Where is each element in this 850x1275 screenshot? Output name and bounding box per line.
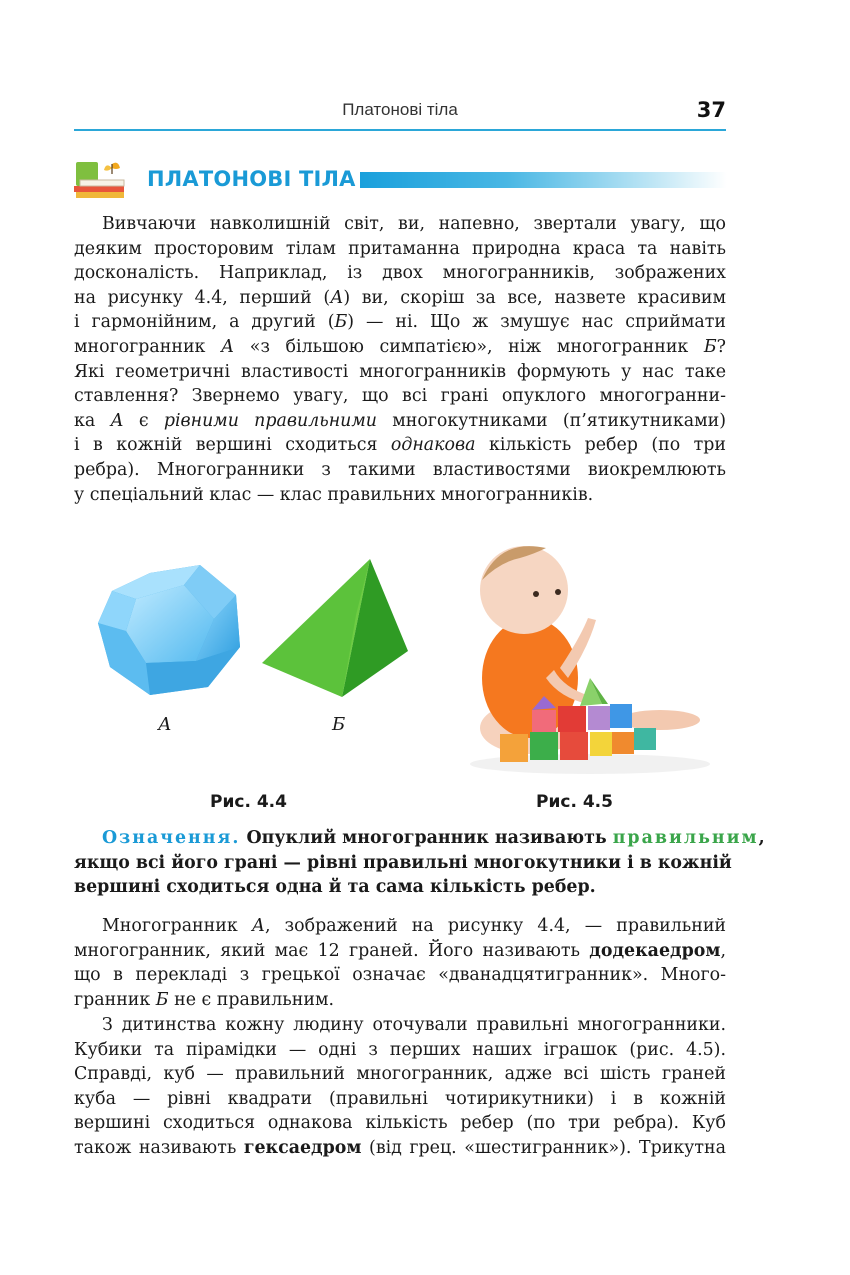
text-line: у спеціальний клас — клас правильних многогранників.: [74, 484, 594, 505]
text-line: досконалість. Наприклад, із двох многогранників, зображених: [74, 263, 726, 284]
section-title: ПЛАТОНОВІ ТІЛА: [147, 167, 356, 191]
header-rule: [74, 129, 726, 131]
section-heading: [72, 158, 727, 200]
text-line: Кубики та пірамідки — одні з перших наших іграшок (рис. 4.5).: [74, 1039, 726, 1060]
text-line: З дитинства кожну людину оточували правильні многогранники.: [102, 1015, 726, 1035]
text-line: і в кожній вершині сходиться однакова кількість ребер (по три: [74, 435, 726, 456]
text-line: Означення. Опуклий многогранник називають правильним,: [102, 828, 765, 848]
text-line: ставлення? Звернемо увагу, що всі грані опуклого многогранни-: [74, 386, 726, 407]
text-line: Вивчаючи навколишній світ, ви, напевно, звертали увагу, що: [102, 214, 726, 234]
page-header: [74, 100, 726, 128]
text-line: многогранник, який має 12 граней. Його називають додекаедром,: [74, 940, 726, 961]
intro-paragraph: [74, 212, 726, 507]
definition-term: правильним: [612, 828, 759, 848]
text-line: якщо всі його грані — рівні правильні многокутники і в кожній: [74, 852, 732, 873]
figure-caption-4-4: Рис. 4.4: [210, 792, 287, 812]
section-title-bar: [360, 172, 727, 188]
text-line: ка А є рівними правильними многокутниками (п’ятикутниками): [74, 410, 726, 431]
figure-label-a: А: [158, 714, 172, 735]
books-butterfly-icon: [72, 158, 132, 200]
text-line: ребра). Многогранники з такими властивостями виокремлюють: [74, 459, 726, 480]
pyramid-figure: [258, 555, 408, 705]
figure-caption-4-5: Рис. 4.5: [536, 792, 613, 812]
text-line: Справді, куб — правильний многогранник, адже всі шість граней: [74, 1064, 726, 1085]
text-line: вершині сходиться одна й та сама кількість ребер.: [74, 877, 596, 898]
running-title: Платонові тіла: [342, 100, 458, 119]
text-line: на рисунку 4.4, перший (А) ви, скоріш за все, назвете красивим: [74, 287, 726, 308]
text-line: що в перекладі з грецької означає «дванадцятигранник». Много-: [74, 965, 726, 986]
dodecahedron-figure: [88, 555, 248, 705]
paragraph-cube: [74, 1013, 726, 1161]
text-line: Многогранник А, зображений на рисунку 4.4, — правильний: [102, 916, 726, 936]
text-line: многогранник А «з більшою симпатією», ніж многогранник Б?: [74, 336, 726, 357]
text-line: гранник Б не є правильним.: [74, 989, 335, 1010]
text-line: і гармонійним, а другий (Б) — ні. Що ж змушує нас сприймати: [74, 312, 726, 333]
text-line: деяким просторовим тілам притаманна природна краса та навіть: [74, 238, 726, 259]
figure-label-b: Б: [332, 714, 346, 735]
text-line: Які геометричні властивості многогранників формують у нас таке: [74, 361, 726, 382]
definition-keyword: Означення.: [102, 828, 241, 848]
definition-block: [74, 826, 765, 900]
paragraph-dodecahedron: [74, 914, 726, 1012]
baby-with-blocks-photo: [460, 528, 710, 778]
text-line: також називають гексаедром (від грец. «шестигранник»). Трикутна: [74, 1137, 726, 1158]
page-number: 37: [696, 98, 726, 122]
text-line: куба — рівні квадрати (правильні чотирикутники) і в кожній: [74, 1088, 726, 1109]
text-line: вершині сходиться однакова кількість ребер (по три ребра). Куб: [74, 1113, 726, 1134]
